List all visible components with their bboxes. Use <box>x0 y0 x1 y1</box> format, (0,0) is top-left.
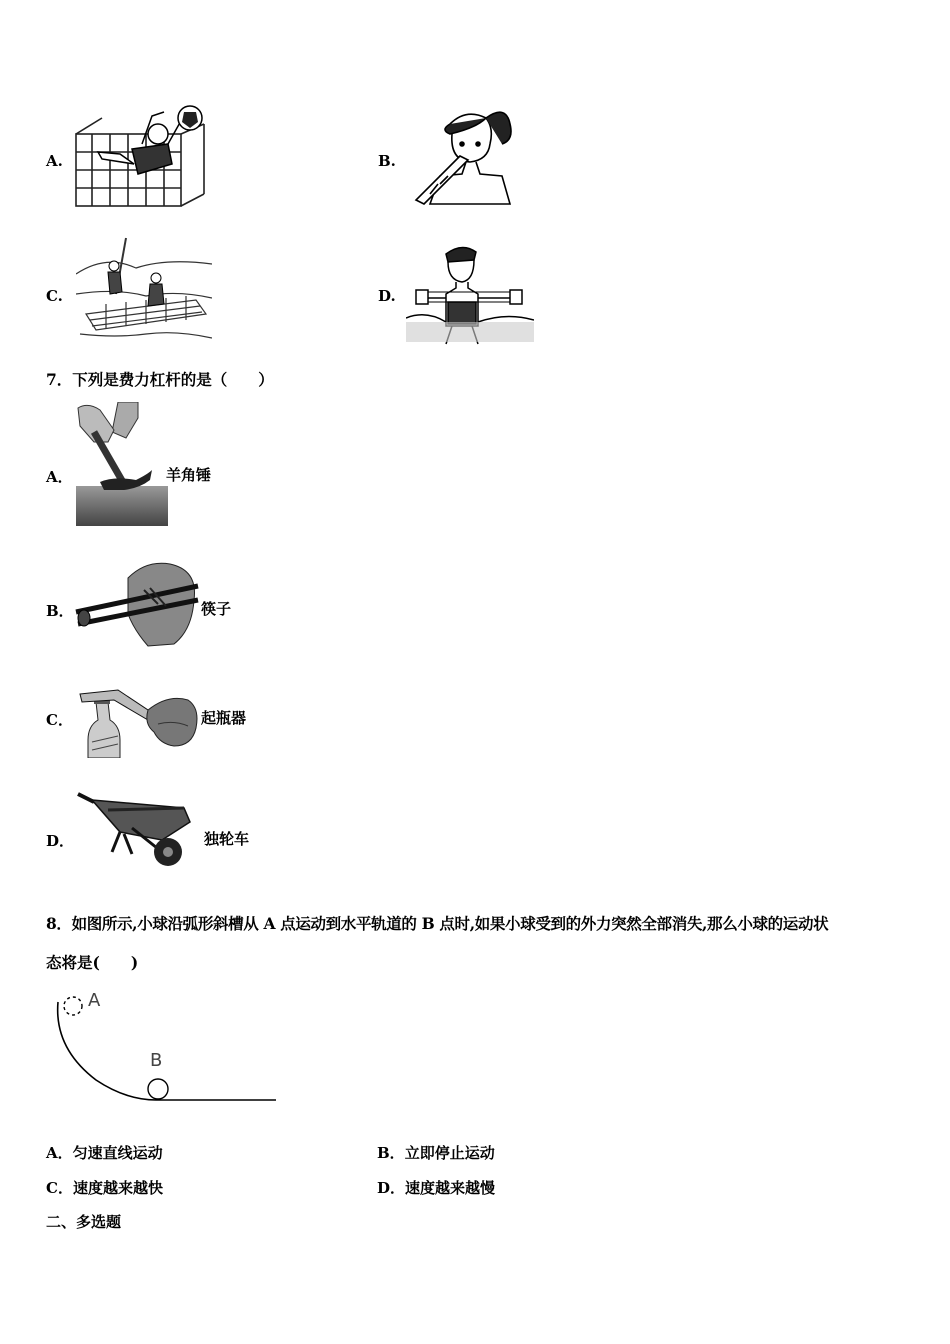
q6-option-a-picture <box>72 104 212 208</box>
q8-option-b-letter: B． <box>377 1144 405 1162</box>
q8-option-b <box>377 1142 495 1163</box>
q7-option-d-letter: D． <box>46 832 75 850</box>
section-title: 二、多选题 <box>46 1213 122 1231</box>
q7-option-c-letter: C． <box>46 711 73 729</box>
q7-question: 7．下列是费力杠杆的是（ ） <box>46 370 274 389</box>
q8-option-d-letter: D． <box>377 1179 406 1197</box>
q7-option-a-letter: A． <box>46 468 73 486</box>
q7-option-d-label: 独轮车 <box>204 830 250 848</box>
q8-option-a <box>46 1142 163 1163</box>
q8-option-c-text: 速度越来越快 <box>72 1179 163 1197</box>
q8-point-a-label: A <box>88 990 101 1011</box>
q6-option-d-letter: D. <box>378 287 396 305</box>
q7-option-b-letter: B． <box>46 602 74 620</box>
q6-option-c-letter: C. <box>46 287 63 305</box>
q7-option-b-label: 筷子 <box>201 600 232 618</box>
q8-option-c <box>46 1177 163 1198</box>
bottle-opener-picture <box>78 684 200 758</box>
q8-question-line-2: 态将是( ) <box>46 953 139 972</box>
q8-option-a-text: 匀速直线运动 <box>72 1144 163 1162</box>
q6-option-a-letter: A. <box>46 152 63 170</box>
wheelbarrow-picture <box>72 788 198 870</box>
q8-option-b-text: 立即停止运动 <box>404 1144 495 1162</box>
q8-track-figure <box>46 988 282 1108</box>
q6-option-c-picture <box>76 234 212 344</box>
q6-option-b-picture <box>410 104 522 208</box>
q8-option-c-letter: C． <box>46 1179 73 1197</box>
hammer-picture <box>74 402 168 526</box>
q8-option-d-text: 速度越来越慢 <box>405 1179 496 1197</box>
q8-option-d <box>377 1177 495 1198</box>
q7-option-c-label: 起瓶器 <box>201 709 247 727</box>
q8-question-line-1: 8．如图所示,小球沿弧形斜槽从 A 点运动到水平轨道的 B 点时,如果小球受到的外力突然全部消失,那么小球的运动状 <box>46 914 829 933</box>
chopsticks-picture <box>74 560 200 648</box>
q8-point-b-label: B <box>150 1050 163 1071</box>
q7-option-a-label: 羊角锤 <box>166 466 212 484</box>
q6-option-d-picture <box>406 240 534 346</box>
q8-option-a-letter: A． <box>46 1144 73 1162</box>
q6-option-b-letter: B. <box>378 152 396 170</box>
